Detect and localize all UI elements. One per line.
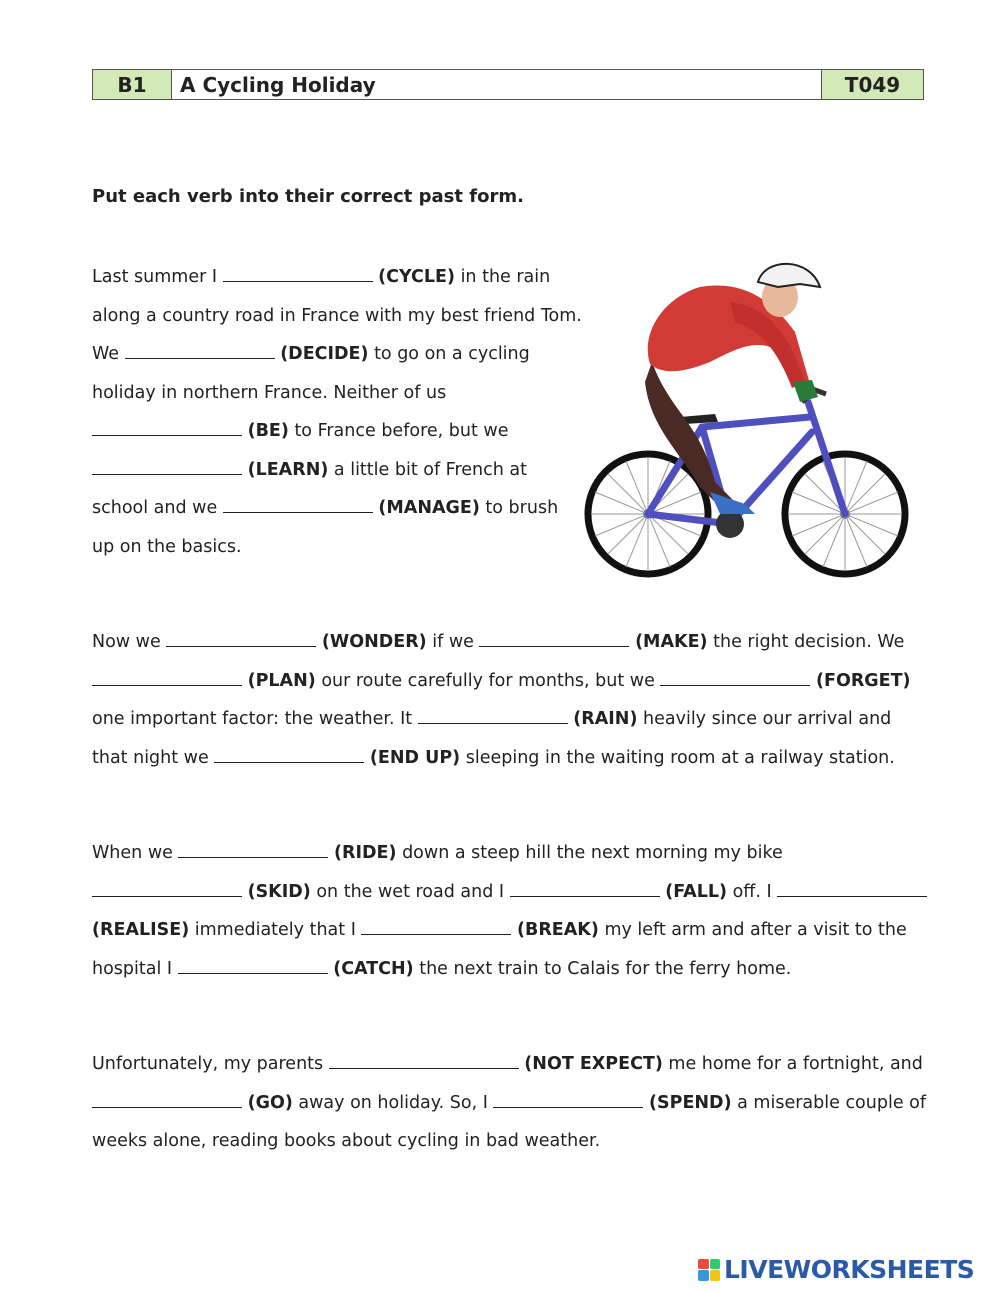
verb-prompt: (FALL)	[665, 881, 727, 902]
instruction-text: Put each verb into their correct past form.	[92, 186, 524, 207]
text: a miserable couple of weeks alone, reading books about cycling in bad weather.	[92, 1092, 927, 1151]
answer-blank[interactable]	[361, 920, 511, 935]
verb-prompt: (SKID)	[247, 881, 311, 902]
verb-prompt: (END UP)	[369, 747, 461, 768]
text: to brush up on the basics.	[92, 498, 559, 557]
answer-blank[interactable]	[223, 498, 373, 513]
verb-prompt: (NOT EXPECT)	[524, 1054, 663, 1074]
verb-prompt: (DECIDE)	[280, 344, 369, 364]
text: one important factor: the weather. It	[92, 709, 418, 729]
text: away on holiday. So, I	[292, 1092, 494, 1113]
liveworksheets-logo-icon	[698, 1259, 720, 1281]
text: down a steep hill the next morning my bike	[396, 843, 783, 863]
paragraph-4	[92, 1045, 932, 1161]
text: if we	[426, 632, 480, 652]
worksheet-title: A Cycling Holiday	[172, 70, 822, 99]
answer-blank[interactable]	[92, 671, 242, 686]
verb-prompt: (BE)	[247, 421, 289, 441]
answer-blank[interactable]	[178, 843, 328, 858]
answer-blank[interactable]	[493, 1093, 643, 1108]
text: Last summer I	[92, 267, 223, 287]
verb-prompt: (BREAK)	[517, 920, 599, 940]
paragraph-3	[92, 834, 932, 988]
answer-blank[interactable]	[92, 1093, 242, 1108]
paragraph-1	[92, 258, 582, 566]
text: to France before, but we	[288, 421, 509, 441]
text: on the wet road and I	[310, 881, 510, 902]
verb-prompt: (WONDER)	[321, 632, 427, 652]
answer-blank[interactable]	[125, 344, 275, 359]
text: sleeping in the waiting room at a railway station.	[460, 747, 895, 768]
answer-blank[interactable]	[166, 632, 316, 647]
verb-prompt: (FORGET)	[816, 670, 911, 691]
verb-prompt: (SPEND)	[649, 1092, 732, 1113]
answer-blank[interactable]	[510, 882, 660, 897]
verb-prompt: (PLAN)	[247, 670, 316, 691]
text: to go on a cycling holiday in northern France. Neither of us	[92, 344, 530, 403]
text: heavily since our arrival and that night we	[92, 709, 892, 768]
answer-blank[interactable]	[92, 460, 242, 475]
verb-prompt: (MANAGE)	[378, 498, 480, 518]
glove	[793, 380, 818, 402]
helmet	[758, 264, 820, 287]
text: off. I	[727, 881, 778, 902]
answer-blank[interactable]	[418, 709, 568, 724]
text: the right decision. We	[707, 632, 905, 652]
verb-prompt: (MAKE)	[635, 632, 708, 652]
paragraph-2	[92, 623, 932, 777]
verb-prompt: (REALISE)	[92, 920, 190, 940]
answer-blank[interactable]	[329, 1054, 519, 1069]
text: Unfortunately, my parents	[92, 1054, 329, 1074]
answer-blank[interactable]	[777, 882, 927, 897]
text: When we	[92, 843, 179, 863]
verb-prompt: (CYCLE)	[378, 267, 455, 287]
chainring	[716, 510, 744, 538]
verb-prompt: (RAIN)	[573, 709, 638, 729]
answer-blank[interactable]	[92, 421, 242, 436]
worksheet-header	[92, 69, 924, 100]
text: my left arm and after a visit to the hospital I	[92, 920, 907, 979]
text: in the rain along a country road in France with my best friend Tom. We	[92, 267, 582, 364]
text: the next train to Calais for the ferry home.	[413, 958, 792, 979]
text: Now we	[92, 632, 167, 652]
text: a little bit of French at school and we	[92, 459, 527, 518]
liveworksheets-logo[interactable]	[698, 1255, 974, 1284]
verb-prompt: (CATCH)	[333, 958, 414, 979]
verb-prompt: (LEARN)	[247, 459, 329, 480]
answer-blank[interactable]	[92, 882, 242, 897]
verb-prompt: (RIDE)	[334, 843, 397, 863]
answer-blank[interactable]	[178, 959, 328, 974]
text: our route carefully for months, but we	[315, 670, 661, 691]
verb-prompt: (GO)	[247, 1092, 293, 1113]
answer-blank[interactable]	[223, 267, 373, 282]
answer-blank[interactable]	[660, 671, 810, 686]
text: immediately that I	[189, 920, 362, 940]
logo-text: LIVEWORKSHEETS	[724, 1255, 975, 1284]
answer-blank[interactable]	[214, 748, 364, 763]
level-label: B1	[93, 70, 172, 99]
worksheet-code: T049	[822, 70, 923, 99]
answer-blank[interactable]	[479, 632, 629, 647]
cyclist-illustration	[580, 252, 912, 582]
text: me home for a fortnight, and	[662, 1054, 923, 1074]
